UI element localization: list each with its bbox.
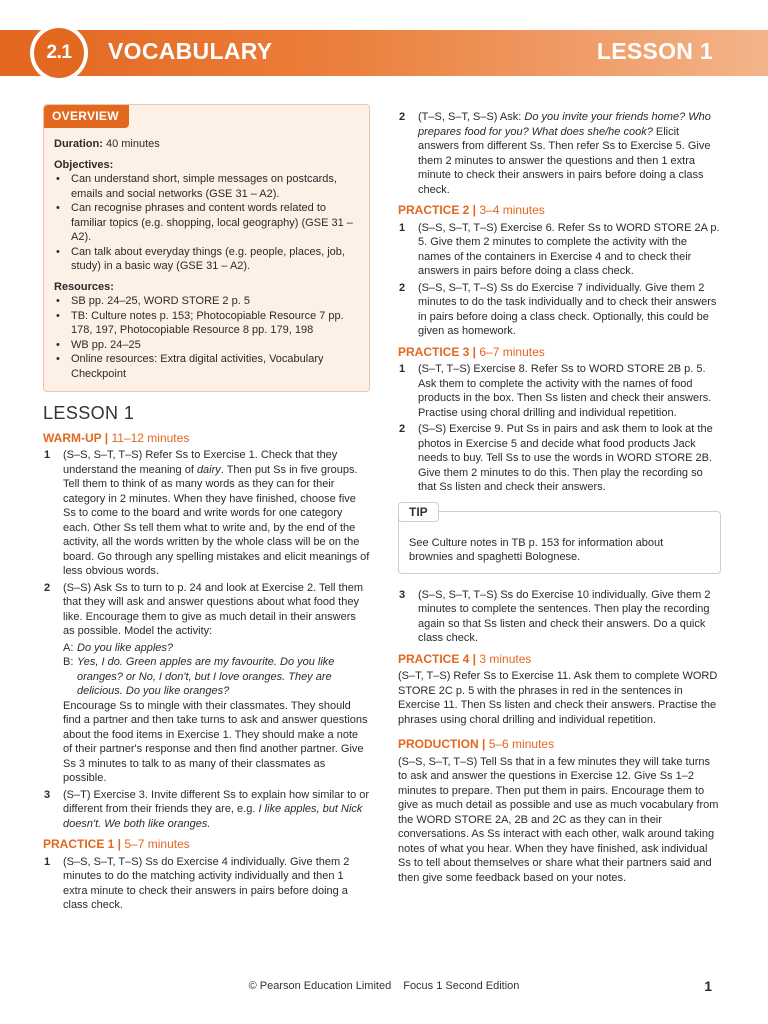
objectives-block — [54, 158, 359, 274]
stage-duration: 11–12 minutes — [111, 430, 190, 445]
practice1-heading: PRACTICE 1 | 5–7 minutes — [43, 837, 190, 851]
stage-name: PRACTICE 1 — [43, 837, 115, 851]
page-footer — [0, 980, 768, 992]
duration-label: Duration: — [54, 138, 103, 150]
tip-box — [398, 504, 721, 574]
dialogue-line-b — [63, 655, 370, 699]
resource-item: • SB pp. 24–25, WORD STORE 2 p. 5 — [54, 294, 359, 309]
step-text: (S–S, S–T, T–S) Refer Ss to Exercise 1. Check that they understand the meaning of — [63, 449, 338, 476]
resources-block — [54, 280, 359, 382]
resource-item: • WB pp. 24–25 — [54, 338, 359, 353]
book-title: Focus 1 Second Edition — [403, 980, 520, 992]
stage-duration: 3–4 minutes — [479, 203, 545, 217]
step-number: 1 — [44, 855, 51, 868]
stage-name: WARM-UP — [43, 430, 102, 445]
practice3-step-1 — [398, 362, 721, 420]
step-text: (S–S, S–T, T–S) Exercise 6. Refer Ss to WORD STORE 2A p. 5. Give them 2 minutes to complete the activity with the names of the containers in Exercise 4 and to check their answers in pairs before doing a class check. — [418, 221, 720, 277]
right-column — [398, 110, 721, 891]
step-number: 1 — [44, 449, 51, 461]
dialogue-text: Do you like apples? — [77, 641, 174, 654]
tip-tag: TIP — [398, 502, 439, 523]
lesson-heading: LESSON 1 — [43, 403, 135, 423]
copyright-text: © Pearson Education Limited — [248, 980, 392, 992]
practice2-step-1 — [398, 221, 721, 279]
step-text: (S–S, S–T, T–S) Ss do Exercise 10 individually. Give them 2 minutes to complete the sentences. Then play the recording again so that Ss listen and check their answers. Do a quick class check. — [418, 588, 711, 644]
step-number: 2 — [399, 423, 406, 435]
warmup-step-2-right — [398, 110, 721, 197]
warmup-step-1 — [43, 448, 370, 579]
section-title: VOCABULARY — [108, 38, 273, 64]
practice3-step-3 — [398, 588, 721, 646]
step-italic: I like apples, but Nick doesn't. We both like oranges. — [63, 803, 363, 830]
duration-line — [54, 137, 359, 152]
speaker-b: B: — [63, 656, 74, 668]
dialogue-text: Yes, I do. Green apples are my favourite. Do you like oranges? or No, I don't, but I love oranges. They are delicious. Do you like oranges? — [77, 656, 335, 697]
resources-label: Resources: — [54, 280, 114, 293]
step-number: 3 — [399, 588, 406, 601]
resource-item: • Online resources: Extra digital activities, Vocabulary Checkpoint — [54, 352, 359, 381]
step-text: (S–S, S–T, T–S) Ss do Exercise 7 individually. Give them 2 minutes to do the task individually and to check their answers in pairs before doing a class check. Optionally, this could be given as homework. — [418, 281, 717, 337]
step-number: 2 — [399, 111, 406, 123]
step-text: (S–T) Exercise 3. Invite different Ss to explain how similar to or different from their friends they are, e.g. — [63, 788, 370, 815]
resources-list — [54, 294, 359, 381]
production-text: (S–S, S–T, T–S) Tell Ss that in a few minutes they will take turns to ask and answer the questions in Exercise 12. Give Ss 1–2 minutes to prepare. Then put them in pairs. Encourage them to give as much detail as possible and use as much vocabulary from the WORD STORE 2A, 2B and 2C as they can in their conversations. As Ss interact with each other, walk around taking notes of what you hear. When they have finished, ask individual Ss to tell about themselves or share what their partners said and then give some feedback based on your notes. — [398, 755, 719, 884]
step-italic: dairy — [196, 463, 221, 476]
page-number: 1 — [704, 978, 712, 994]
warmup-step-3 — [43, 788, 370, 832]
objectives-label: Objectives: — [54, 158, 114, 171]
duration-value: 40 minutes — [102, 138, 160, 150]
practice2-step-2 — [398, 281, 721, 339]
left-column — [43, 104, 370, 915]
stage-duration: 3 minutes — [479, 651, 532, 666]
step-text: . Then put Ss in five groups. Tell them to think of as many words as they can for their category in 2 minutes. When they have finished, choose five Ss to come to the board and write words for one category each. Other Ss tell them what to write and, by the end of the activity, all the words written by the whole class will be on the board. Go through any spelling mistakes and elicit meanings of less obvious words. — [63, 463, 370, 577]
practice4-text: (S–T, T–S) Refer Ss to Exercise 11. Ask them to complete WORD STORE 2C p. 5 with the phrases in red in the sentences in Exercise 11. Then Ss listen and check their answers. Practise the phrases using choral drilling and individual repetition. — [398, 670, 718, 726]
stage-name: PRACTICE 2 — [398, 203, 470, 217]
stage-name: PRACTICE 3 — [398, 344, 470, 359]
stage-duration: 5–6 minutes — [488, 737, 555, 751]
stage-name: PRODUCTION — [398, 737, 479, 751]
practice2-heading: PRACTICE 2 | 3–4 minutes — [398, 203, 545, 217]
speaker-a: A: — [63, 641, 74, 654]
practice4-heading: PRACTICE 4 | 3 minutes — [398, 651, 532, 666]
dialogue-line-a — [63, 641, 370, 656]
step-italic: Do you invite your friends home? Who prepares food for you? What does she/he cook? — [418, 111, 711, 138]
warmup-step-2-cont — [43, 699, 370, 786]
objectives-list — [54, 172, 359, 274]
step-number: 1 — [399, 363, 406, 375]
step-text: (S–S, S–T, T–S) Ss do Exercise 4 individually. Give them 2 minutes to do the matching activity individually and then 1 extra minute to check their answers in pairs before doing a class check. — [63, 855, 350, 911]
practice1-step-1 — [43, 855, 370, 913]
step-text: (S–S) Exercise 9. Put Ss in pairs and ask them to look at the photos in Exercise 5 and decide what food products Jack needs to buy. Tell Ss to use the words in WORD STORE 2B. Give them 2 minutes to do this. Then play the recording so that Ss listen and check their answers. — [418, 423, 713, 493]
unit-badge: 2.1 — [34, 28, 84, 78]
overview-box — [43, 104, 370, 392]
model-dialogue — [43, 641, 370, 699]
practice3-heading: PRACTICE 3 | 6–7 minutes — [398, 344, 545, 359]
warmup-step-2 — [43, 581, 370, 639]
stage-duration: 6–7 minutes — [479, 344, 545, 359]
objective-item: • Can talk about everyday things (e.g. people, places, job, study) in a basic way (GSE 31 – A2). — [54, 245, 359, 274]
step-number: 3 — [44, 788, 51, 801]
step-text: Elicit answers from different Ss. Then refer Ss to Exercise 5. Give them 2 minutes to answer the questions and then 1 extra minute to check their answers in pairs before doing a class check. — [418, 125, 711, 196]
production-heading: PRODUCTION | 5–6 minutes — [398, 737, 555, 751]
step-number: 2 — [44, 581, 51, 594]
practice3-step-2 — [398, 422, 721, 495]
step-text: (S–S) Ask Ss to turn to p. 24 and look at Exercise 2. Tell them that they will ask and answer questions about what food they like. Encourage them to give as much detail in their answers as possible. Model the activity: — [63, 581, 364, 637]
resource-item: • TB: Culture notes p. 153; Photocopiable Resource 7 pp. 178, 197, Photocopiable Resource 8 pp. 179, 198 — [54, 309, 359, 338]
tip-text: See Culture notes in TB p. 153 for information about brownies and spaghetti Bolognese. — [409, 536, 664, 563]
lesson-label: LESSON 1 — [596, 38, 713, 64]
step-text: Encourage Ss to mingle with their classmates. They should find a partner and then take turns to ask and answer questions about the food items in Exercise 1. They should make a note of their partner's response and then find another partner. Give Ss 3 minutes to talk to as many of their classmates as possible. — [63, 699, 368, 784]
stage-duration: 5–7 minutes — [124, 837, 190, 851]
objective-item: • Can recognise phrases and content words related to familiar topics (e.g. shopping, local geography) (GSE 31 – A2). — [54, 201, 359, 245]
step-number: 2 — [399, 281, 406, 294]
warmup-heading: WARM-UP | 11–12 minutes — [43, 430, 190, 445]
overview-tag: OVERVIEW — [44, 105, 129, 128]
step-number: 1 — [399, 221, 406, 234]
objective-item: • Can understand short, simple messages on postcards, emails and social networks (GSE 31 – A2). — [54, 172, 359, 201]
step-text: (T–S, S–T, S–S) Ask: — [418, 111, 525, 123]
stage-name: PRACTICE 4 — [398, 651, 470, 666]
step-text: (S–T, T–S) Exercise 8. Refer Ss to WORD STORE 2B p. 5. Ask them to complete the activity with the names of food products in the box. Then Ss listen and check their answers. Practise using choral drilling and individual repetition. — [418, 363, 712, 419]
